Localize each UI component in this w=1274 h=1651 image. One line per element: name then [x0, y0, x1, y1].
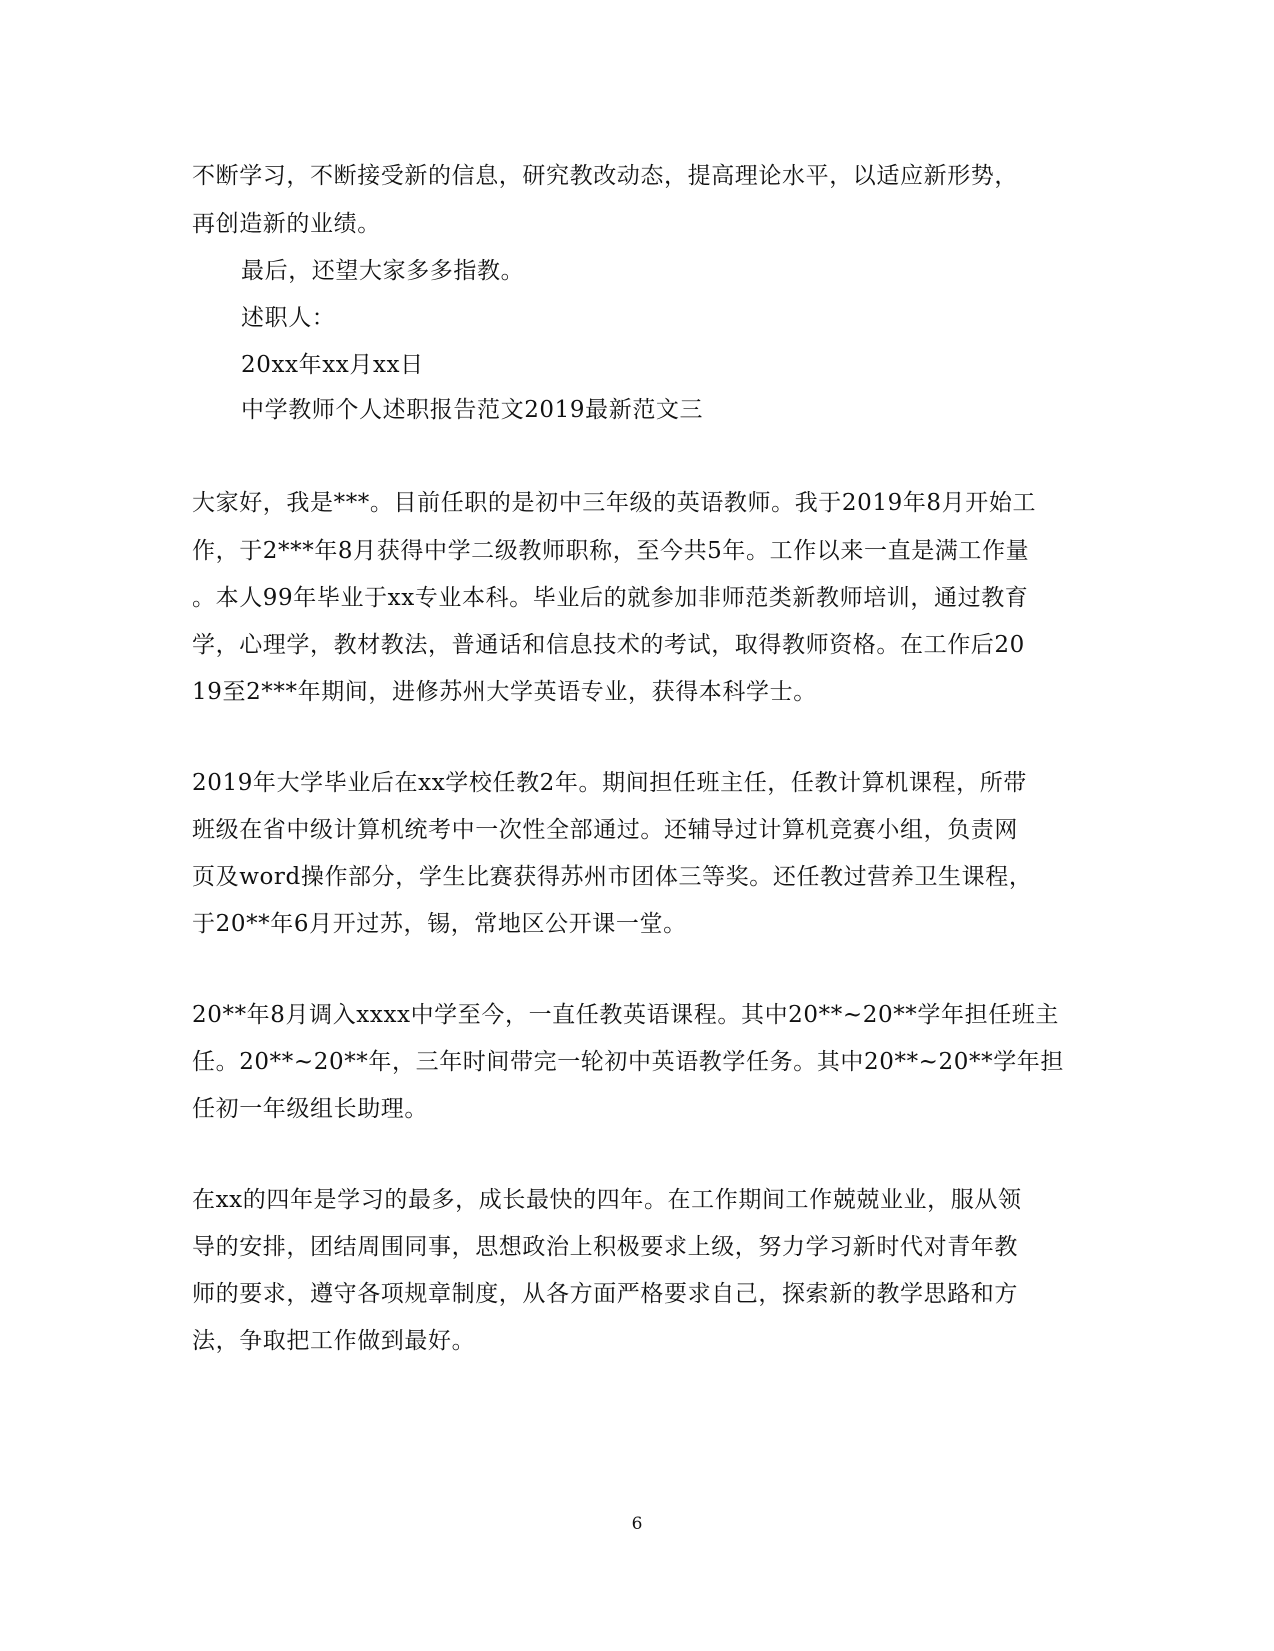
- page-number: 6: [631, 1514, 643, 1534]
- closing-text: 最后，还望大家多多指教。: [241, 258, 525, 284]
- paragraph4-line-4: 法，争取把工作做到最好。: [192, 1328, 476, 1354]
- signature-label: 述职人：: [241, 305, 336, 331]
- paragraph4-line-1: 在xx的四年是学习的最多，成长最快的四年。在工作期间工作兢兢业业，服从领: [192, 1187, 1022, 1213]
- intro-line-2: 再创造新的业绩。: [192, 211, 381, 237]
- paragraph3-line-3: 任初一年级组长助理。: [192, 1096, 428, 1122]
- paragraph2-line-1: 2019年大学毕业后在xx学校任教2年。期间担任班主任，任教计算机课程，所带: [192, 770, 1027, 796]
- section-title: 中学教师个人述职报告范文2019最新范文三: [241, 397, 704, 423]
- paragraph1-line-2: 作，于2***年8月获得中学二级教师职称，至今共5年。工作以来一直是满工作量: [192, 538, 1030, 564]
- paragraph2-line-4: 于20**年6月开过苏，锡，常地区公开课一堂。: [192, 911, 687, 937]
- paragraph1-line-3: 。本人99年毕业于xx专业本科。毕业后的就参加非师范类新教师培训，通过教育: [192, 585, 1029, 611]
- paragraph3-line-2: 任。20**~20**年，三年时间带完一轮初中英语教学任务。其中20**~20**学年担: [192, 1049, 1065, 1075]
- intro-line-1: 不断学习，不断接受新的信息，研究教改动态，提高理论水平，以适应新形势，: [192, 163, 1018, 189]
- paragraph4-line-2: 导的安排，团结周围同事，思想政治上积极要求上级，努力学习新时代对青年教: [192, 1234, 1018, 1260]
- paragraph1-line-4: 学，心理学，教材教法，普通话和信息技术的考试，取得教师资格。在工作后20: [192, 632, 1025, 658]
- paragraph4-line-3: 师的要求，遵守各项规章制度，从各方面严格要求自己，探索新的教学思路和方: [192, 1281, 1018, 1307]
- paragraph1-line-5: 19至2***年期间，进修苏州大学英语专业，获得本科学士。: [192, 679, 817, 705]
- paragraph2-line-2: 班级在省中级计算机统考中一次性全部通过。还辅导过计算机竞赛小组，负责网: [192, 817, 1018, 843]
- paragraph2-line-3: 页及word操作部分，学生比赛获得苏州市团体三等奖。还任教过营养卫生课程，: [192, 864, 1033, 890]
- paragraph3-line-1: 20**年8月调入xxxx中学至今，一直任教英语课程。其中20**~20**学年担任班主: [192, 1002, 1059, 1028]
- paragraph1-line-1: 大家好，我是***。目前任职的是初中三年级的英语教师。我于2019年8月开始工: [192, 490, 1037, 516]
- date-text: 20xx年xx月xx日: [241, 352, 424, 378]
